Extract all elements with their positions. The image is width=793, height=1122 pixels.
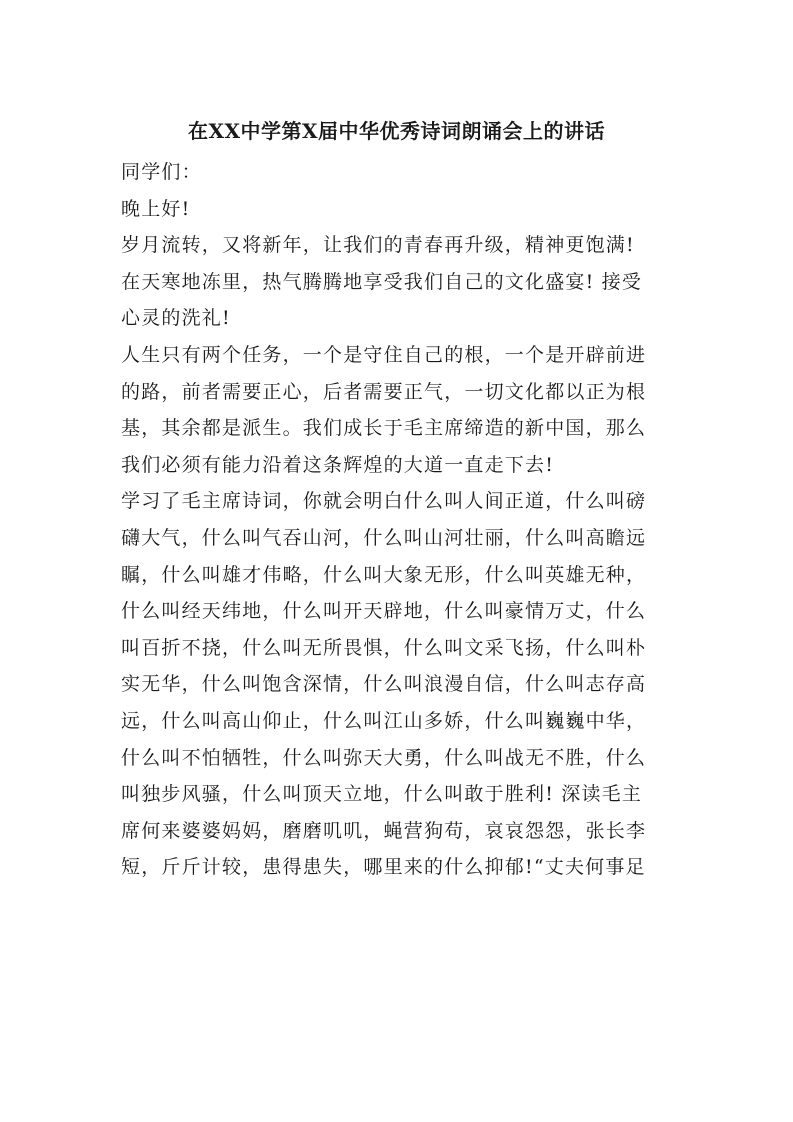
text-line: 在天寒地冻里，热气腾腾地享受我们自己的文化盛宴! 接受 [121,270,643,293]
text-line: 短，斤斤计较，患得患失，哪里来的什么抑郁!“丈夫何事足 [121,856,646,879]
text-line: 实无华，什么叫饱含深情，什么叫浪漫自信，什么叫志存高 [121,673,647,696]
text-line: 的路，前者需要正心，后者需要正气，一切文化都以正为根 [121,380,647,403]
text-line: 席何来婆婆妈妈，磨磨叽叽，蝇营狗苟，哀哀怨怨，张长李 [121,819,647,842]
text-line: 基，其余都是派生。我们成长于毛主席缔造的新中国，那么 [121,417,647,440]
text-line: 叫独步风骚，什么叫顶天立地，什么叫敢于胜利! 深读毛主 [121,783,643,806]
text-line: 瞩，什么叫雄才伟略，什么叫大象无形，什么叫英雄无种， [121,563,647,586]
text-line: 晚上好! [121,197,191,220]
text-line: 人生只有两个任务，一个是守住自己的根，一个是开辟前进 [121,343,647,366]
text-line: 什么叫经天纬地，什么叫开天辟地，什么叫豪情万丈，什么 [121,600,647,623]
text-line: 岁月流转，又将新年，让我们的青春再升级，精神更饱满! [121,234,635,257]
text-line: 学习了毛主席诗词，你就会明白什么叫人间正道，什么叫磅 [121,490,647,513]
text-line: 什么叫不怕牺牲，什么叫弥天大勇，什么叫战无不胜，什么 [121,746,647,769]
text-line: 同学们： [121,161,202,183]
text-line: 礴大气，什么叫气吞山河，什么叫山河壮丽，什么叫高瞻远 [121,526,647,549]
text-line: 心灵的洗礼! [121,307,231,330]
text-line: 我们必须有能力沿着这条辉煌的大道一直走下去! [121,453,555,476]
text-line: 叫百折不挠，什么叫无所畏惧，什么叫文采飞扬，什么叫朴 [121,636,647,659]
body-text [121,154,681,886]
text-line: 远，什么叫高山仰止，什么叫江山多娇，什么叫巍巍中华， [121,709,647,732]
page-title: 在XX中学第X届中华优秀诗词朗诵会上的讲话 [187,119,606,143]
